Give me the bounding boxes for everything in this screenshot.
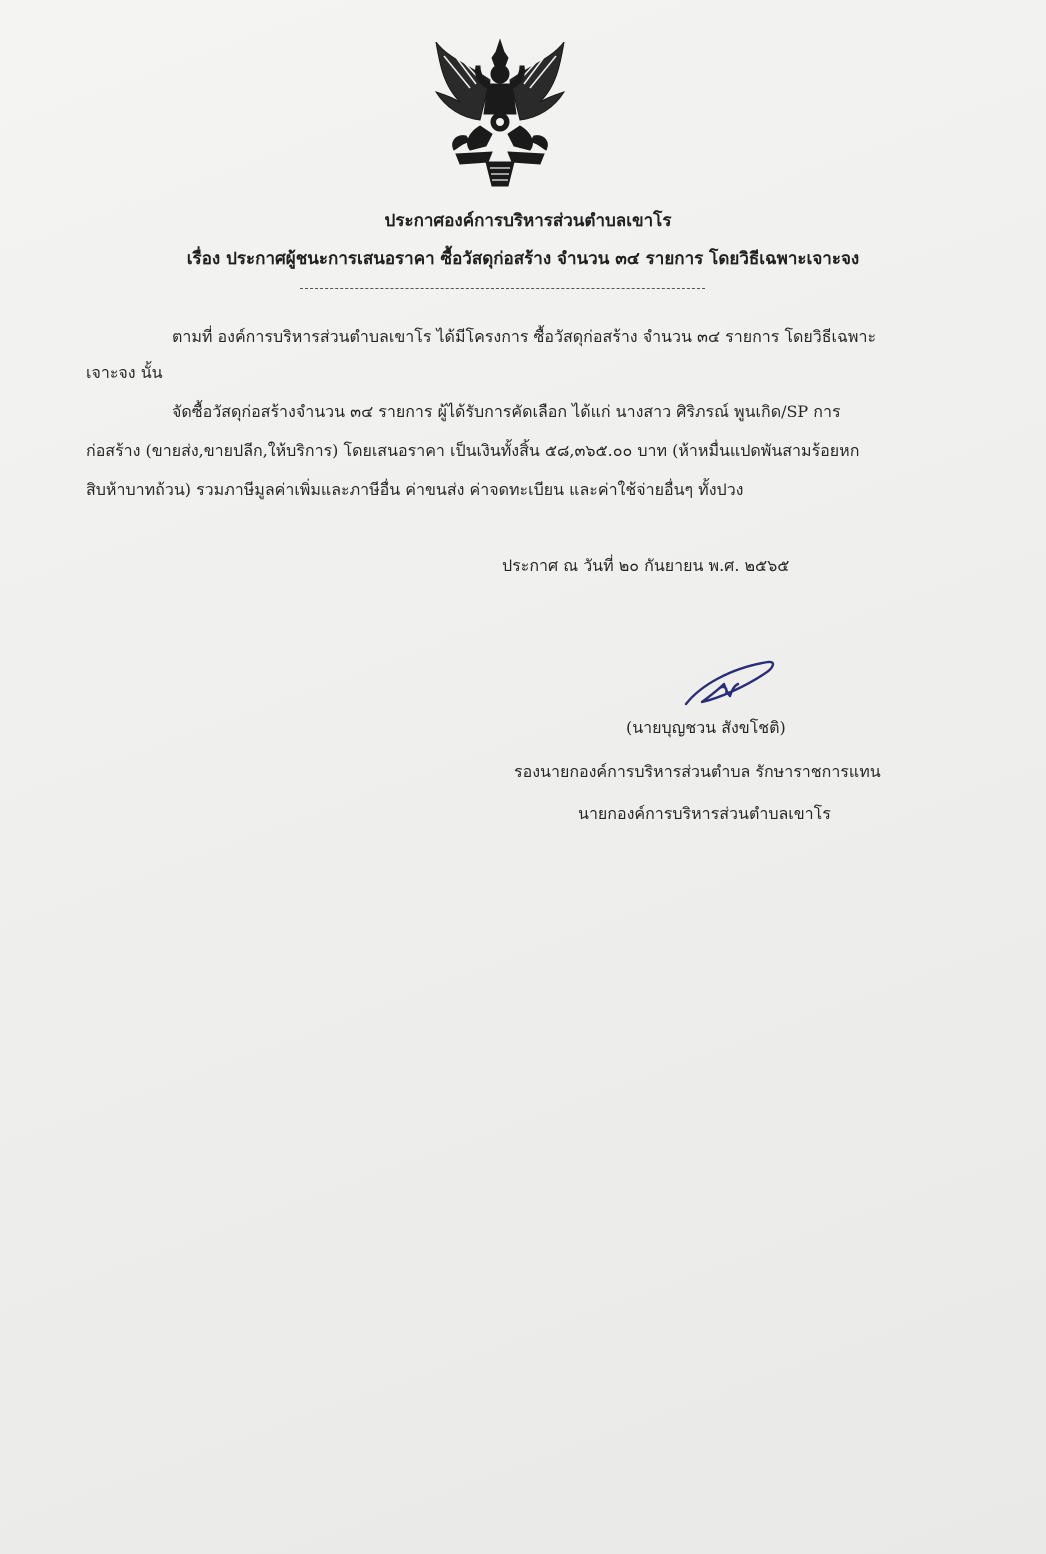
announcement-subject: เรื่อง ประกาศผู้ชนะการเสนอราคา ซื้อวัสดุก่อสร้าง จำนวน ๓๔ รายการ โดยวิธีเฉพาะเจาะจง — [186, 249, 860, 269]
paragraph-2-line-3: สิบห้าบาทถ้วน) รวมภาษีมูลค่าเพิ่มและภาษีอื่น ค่าขนส่ง ค่าจดทะเบียน และค่าใช้จ่ายอื่นๆ ทั้งปวง — [86, 480, 744, 499]
announcement-date: ประกาศ ณ วันที่ ๒๐ กันยายน พ.ศ. ๒๕๖๕ — [502, 556, 790, 575]
signatory-position-1: รองนายกองค์การบริหารส่วนตำบล รักษาราชการแทน — [514, 762, 881, 781]
paragraph-2-line-1: จัดซื้อวัสดุก่อสร้างจำนวน ๓๔ รายการ ผู้ได้รับการคัดเลือก ได้แก่ นางสาว ศิริภรณ์ พูนเกิด/SP การ — [172, 402, 841, 421]
signatory-name: (นายบุญชวน สังขโชติ) — [626, 718, 786, 737]
paragraph-1-line-1: ตามที่ องค์การบริหารส่วนตำบลเขาโร ได้มีโครงการ ซื้อวัสดุก่อสร้าง จำนวน ๓๔ รายการ โดยวิธีเฉพาะ — [172, 327, 877, 346]
signatory-position-2: นายกองค์การบริหารส่วนตำบลเขาโร — [578, 804, 831, 823]
garuda-emblem — [430, 36, 570, 196]
divider-line — [300, 288, 705, 289]
announcement-title: ประกาศองค์การบริหารส่วนตำบลเขาโร — [384, 211, 672, 231]
paragraph-1-line-2: เจาะจง นั้น — [86, 363, 163, 382]
paragraph-2-line-2: ก่อสร้าง (ขายส่ง,ขายปลีก,ให้บริการ) โดยเสนอราคา เป็นเงินทั้งสิ้น ๕๘,๓๖๕.๐๐ บาท (ห้าหมื่นแปดพันสามร้อยหก — [86, 441, 860, 460]
handwritten-signature — [680, 656, 780, 712]
